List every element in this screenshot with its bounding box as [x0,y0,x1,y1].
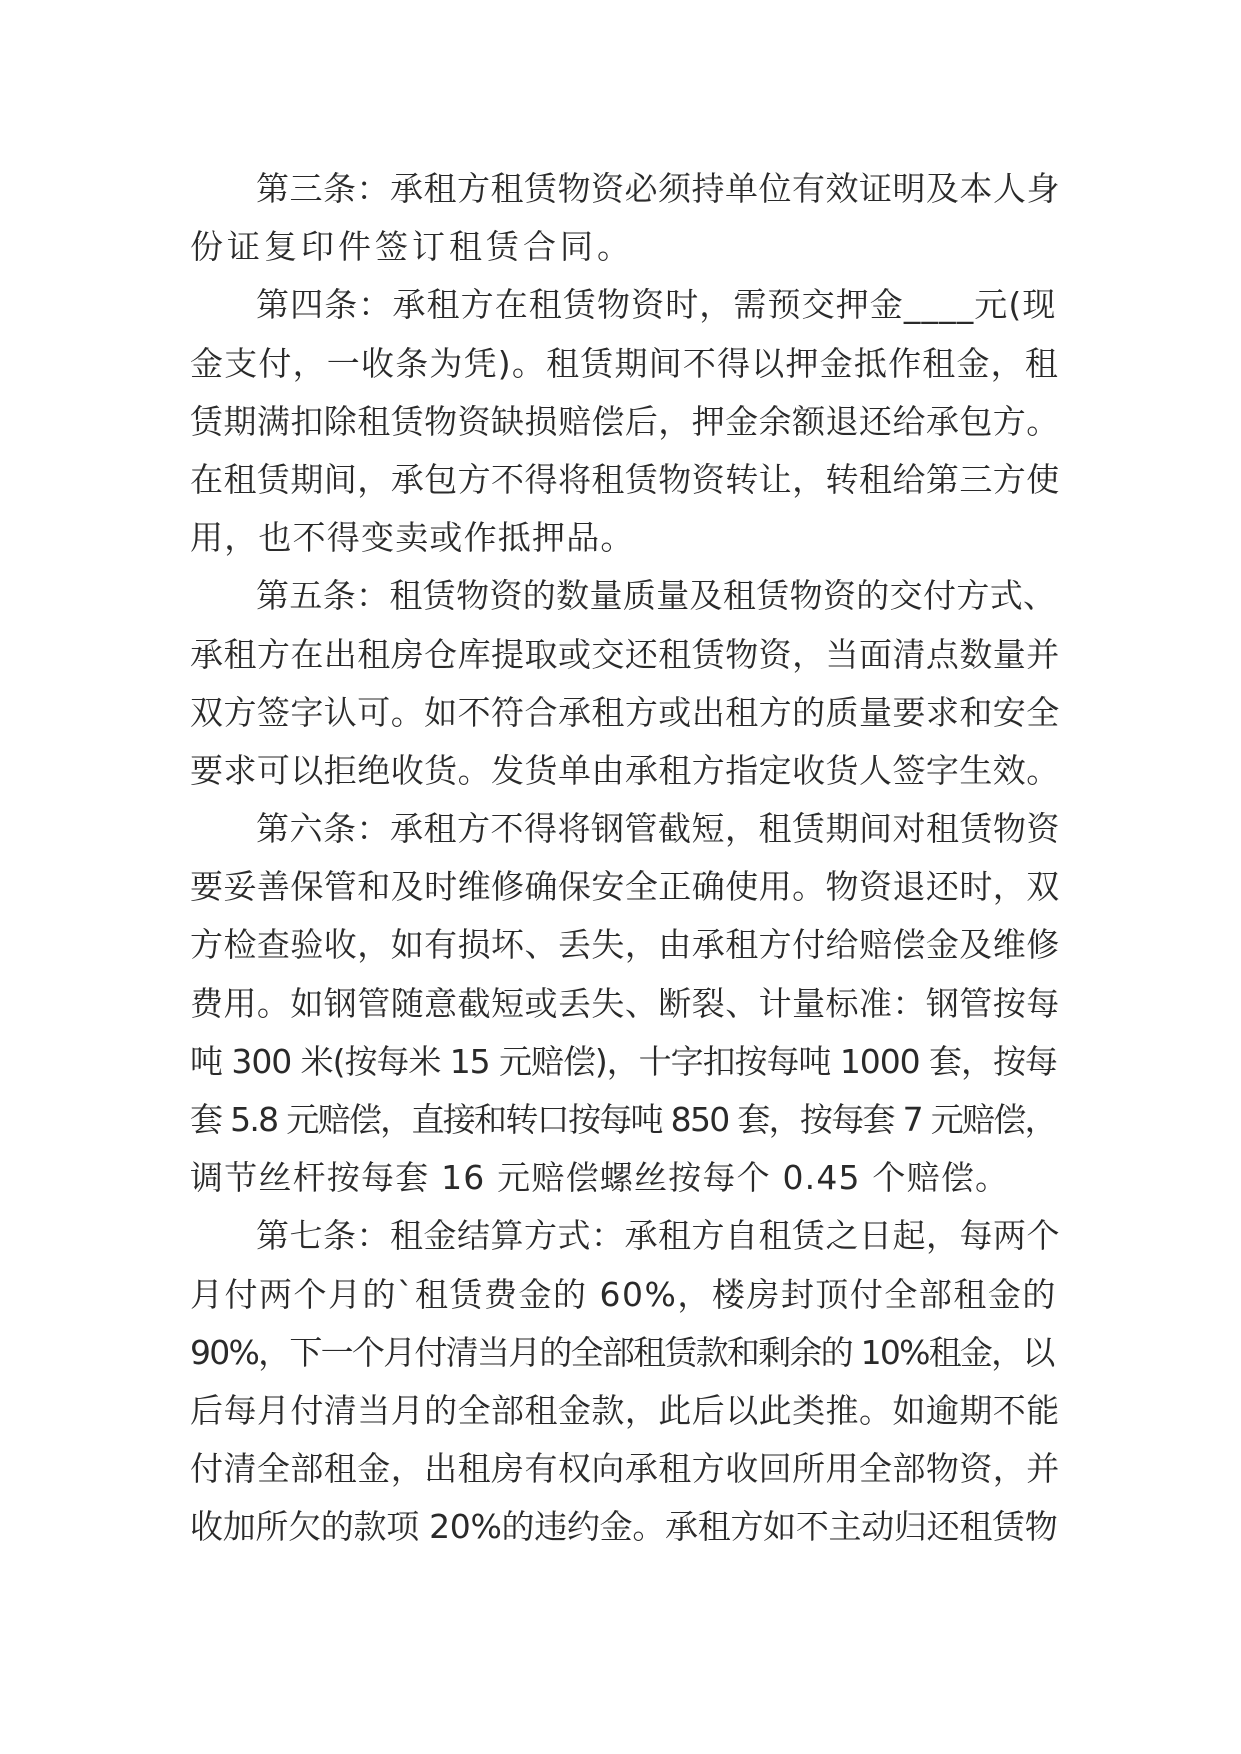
text-line: 份证复印件签订租赁合同。 [190,227,634,267]
text-line: 90%，下一个月付清当月的全部租赁款和剩余的 10%租金，以 [190,1332,1054,1372]
text-line: 调节丝杆按每套 16 元赔偿螺丝按每个 0.45 个赔偿。 [190,1158,1010,1198]
text-line: 收加所欠的款项 20%的违约金。承租方如不主动归还租赁物 [190,1507,1058,1547]
text-line: 用，也不得变卖或作抵押品。 [190,518,635,558]
text-line: 月付两个月的`租赁费金的 60%，楼房封顶付全部租金的 [190,1274,1057,1314]
text-line: 第四条：承租方在租赁物资时，需预交押金____元(现 [256,285,1057,325]
text-line: 承租方在出租房仓库提取或交还租赁物资，当面清点数量并 [190,634,1060,674]
text-line: 双方签字认可。如不符合承租方或出租方的质量要求和安全 [190,692,1060,732]
text-line: 金支付，一收条为凭)。租赁期间不得以押金抵作租金，租 [190,343,1060,383]
contract-text-body [190,160,1060,1557]
text-line: 第七条：租金结算方式：承租方自租赁之日起，每两个 [256,1216,1060,1256]
text-line: 费用。如钢管随意截短或丢失、断裂、计量标准：钢管按每 [190,983,1060,1023]
text-line: 要妥善保管和及时维修确保安全正确使用。物资退还时，双 [190,867,1060,907]
text-line: 在租赁期间，承包方不得将租赁物资转让，转租给第三方使 [190,459,1060,499]
text-line: 第五条：租赁物资的数量质量及租赁物资的交付方式、 [256,576,1057,616]
text-line: 后每月付清当月的全部租金款，此后以此类推。如逾期不能 [190,1390,1060,1430]
text-line: 要求可以拒绝收货。发货单由承租方指定收货人签字生效。 [190,750,1060,790]
text-line: 第六条：承租方不得将钢管截短，租赁期间对租赁物资 [256,809,1060,849]
text-line: 付清全部租金，出租房有权向承租方收回所用全部物资，并 [190,1449,1060,1489]
text-line: 第三条：承租方租赁物资必须持单位有效证明及本人身 [256,169,1060,208]
text-line: 吨 300 米(按每米 15 元赔偿)，十字扣按每吨 1000 套，按每 [190,1041,1057,1081]
text-line: 套 5.8 元赔偿，直接和转口按每吨 850 套，按每套 7 元赔偿， [190,1100,1056,1139]
text-line: 方检查验收，如有损坏、丢失，由承租方付给赔偿金及维修 [190,925,1060,965]
text-line: 赁期满扣除租赁物资缺损赔偿后，押金余额退还给承包方。 [190,401,1060,441]
